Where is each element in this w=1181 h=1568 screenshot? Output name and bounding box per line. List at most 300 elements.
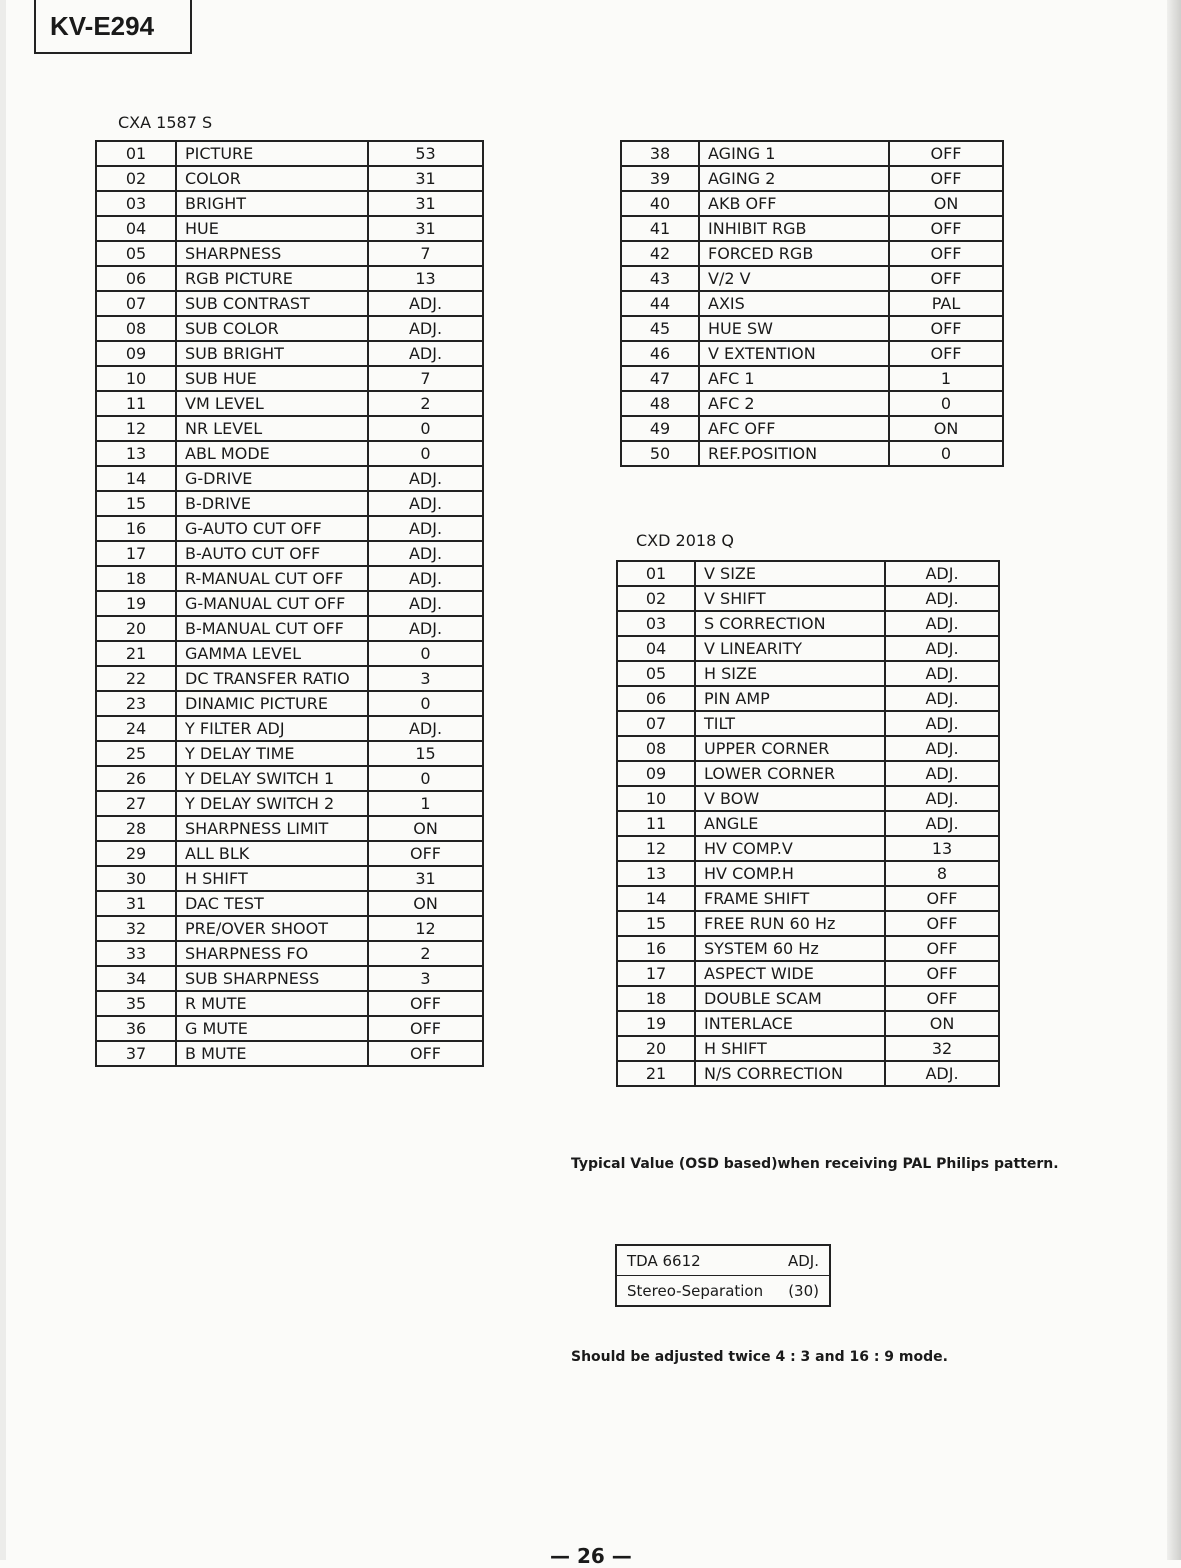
register-number: 03	[96, 191, 176, 216]
register-number: 32	[96, 916, 176, 941]
register-name: ASPECT WIDE	[695, 961, 885, 986]
register-number: 12	[96, 416, 176, 441]
register-value: 31	[368, 866, 483, 891]
register-number: 43	[621, 266, 699, 291]
register-value: OFF	[889, 341, 1003, 366]
register-name: Y DELAY SWITCH 1	[176, 766, 368, 791]
register-value: ADJ.	[368, 466, 483, 491]
register-name: SUB BRIGHT	[176, 341, 368, 366]
page-edge-left	[0, 0, 6, 1560]
register-value: 0	[368, 691, 483, 716]
table-row	[617, 811, 999, 836]
register-number: 17	[617, 961, 695, 986]
register-number: 25	[96, 741, 176, 766]
table-row	[617, 886, 999, 911]
register-name: AFC OFF	[699, 416, 889, 441]
register-name: HUE	[176, 216, 368, 241]
table-row	[621, 391, 1003, 416]
table-row	[96, 716, 483, 741]
register-value: 0	[368, 766, 483, 791]
table-row	[96, 341, 483, 366]
register-value: 7	[368, 241, 483, 266]
register-value: OFF	[889, 141, 1003, 166]
register-value: OFF	[885, 911, 999, 936]
register-number: 03	[617, 611, 695, 636]
page-edge-right	[1167, 0, 1181, 1560]
register-number: 21	[96, 641, 176, 666]
register-name: AFC 1	[699, 366, 889, 391]
register-number: 16	[96, 516, 176, 541]
table-row	[621, 241, 1003, 266]
register-number: 19	[617, 1011, 695, 1036]
register-value: ON	[885, 1011, 999, 1036]
register-name: INHIBIT RGB	[699, 216, 889, 241]
register-value: ADJ.	[368, 341, 483, 366]
register-number: 19	[96, 591, 176, 616]
table-row	[96, 591, 483, 616]
register-number: 30	[96, 866, 176, 891]
register-number: 23	[96, 691, 176, 716]
register-value: OFF	[368, 991, 483, 1016]
table-row	[96, 166, 483, 191]
register-value: OFF	[889, 166, 1003, 191]
register-name: VM LEVEL	[176, 391, 368, 416]
register-value: ON	[368, 816, 483, 841]
table-row	[96, 216, 483, 241]
table-row	[96, 866, 483, 891]
table-row	[617, 1036, 999, 1061]
register-name: H SHIFT	[176, 866, 368, 891]
table-row	[617, 736, 999, 761]
tda-name-value: ADJ.	[787, 1251, 819, 1270]
register-name: Y DELAY SWITCH 2	[176, 791, 368, 816]
cxa-register-table	[95, 140, 484, 1067]
register-number: 41	[621, 216, 699, 241]
table-row	[617, 711, 999, 736]
register-name: INTERLACE	[695, 1011, 885, 1036]
register-number: 18	[96, 566, 176, 591]
register-name: Y FILTER ADJ	[176, 716, 368, 741]
register-value: OFF	[368, 1041, 483, 1066]
table-row	[96, 841, 483, 866]
register-value: ADJ.	[885, 586, 999, 611]
tda-separation-label: Stereo-Separation	[627, 1281, 764, 1300]
register-value: ADJ.	[885, 811, 999, 836]
register-name: AFC 2	[699, 391, 889, 416]
register-name: RGB PICTURE	[176, 266, 368, 291]
table-row	[621, 416, 1003, 441]
register-number: 37	[96, 1041, 176, 1066]
register-name: PICTURE	[176, 141, 368, 166]
register-value: OFF	[889, 216, 1003, 241]
table-row	[96, 441, 483, 466]
register-value: ADJ.	[885, 786, 999, 811]
register-value: 15	[368, 741, 483, 766]
table-row	[621, 441, 1003, 466]
register-value: OFF	[885, 961, 999, 986]
register-number: 28	[96, 816, 176, 841]
register-value: ADJ.	[885, 661, 999, 686]
register-number: 20	[96, 616, 176, 641]
table-row	[96, 241, 483, 266]
table-row	[617, 861, 999, 886]
cxd-title: CXD 2018 Q	[636, 531, 734, 550]
tda-row-separation	[617, 1275, 829, 1305]
register-number: 17	[96, 541, 176, 566]
register-number: 34	[96, 966, 176, 991]
register-name: GAMMA LEVEL	[176, 641, 368, 666]
register-name: Y DELAY TIME	[176, 741, 368, 766]
cxd-register-table	[616, 560, 1000, 1087]
table-row	[621, 291, 1003, 316]
register-name: B MUTE	[176, 1041, 368, 1066]
register-name: G MUTE	[176, 1016, 368, 1041]
register-number: 08	[96, 316, 176, 341]
table-row	[96, 391, 483, 416]
register-name: R MUTE	[176, 991, 368, 1016]
register-name: TILT	[695, 711, 885, 736]
register-number: 35	[96, 991, 176, 1016]
register-number: 48	[621, 391, 699, 416]
register-value: 3	[368, 966, 483, 991]
register-value: ADJ.	[368, 616, 483, 641]
register-number: 12	[617, 836, 695, 861]
register-name: REF.POSITION	[699, 441, 889, 466]
register-name: SUB COLOR	[176, 316, 368, 341]
table-row	[96, 966, 483, 991]
register-value: 31	[368, 191, 483, 216]
register-number: 24	[96, 716, 176, 741]
register-value: ADJ.	[885, 561, 999, 586]
tda-table	[615, 1244, 831, 1307]
model-label: KV-E294	[50, 10, 155, 41]
register-number: 11	[617, 811, 695, 836]
register-name: UPPER CORNER	[695, 736, 885, 761]
table-row	[96, 466, 483, 491]
register-name: AXIS	[699, 291, 889, 316]
register-value: 13	[885, 836, 999, 861]
register-number: 01	[96, 141, 176, 166]
register-number: 31	[96, 891, 176, 916]
register-name: H SIZE	[695, 661, 885, 686]
table-row	[96, 316, 483, 341]
register-number: 36	[96, 1016, 176, 1041]
register-value: 53	[368, 141, 483, 166]
table-row	[617, 786, 999, 811]
tda-name: TDA 6612	[627, 1251, 701, 1270]
table-row	[617, 1061, 999, 1086]
register-name: LOWER CORNER	[695, 761, 885, 786]
register-name: SUB CONTRAST	[176, 291, 368, 316]
register-name: S CORRECTION	[695, 611, 885, 636]
register-number: 07	[96, 291, 176, 316]
register-number: 04	[96, 216, 176, 241]
register-value: 12	[368, 916, 483, 941]
register-name: ANGLE	[695, 811, 885, 836]
register-name: SHARPNESS	[176, 241, 368, 266]
table-row	[96, 366, 483, 391]
register-value: ADJ.	[368, 716, 483, 741]
register-number: 21	[617, 1061, 695, 1086]
register-number: 14	[96, 466, 176, 491]
register-value: OFF	[889, 266, 1003, 291]
register-value: ADJ.	[885, 1061, 999, 1086]
register-name: FORCED RGB	[699, 241, 889, 266]
table-row	[96, 266, 483, 291]
table-row	[96, 1041, 483, 1066]
register-value: ON	[889, 416, 1003, 441]
register-name: HV COMP.V	[695, 836, 885, 861]
register-number: 44	[621, 291, 699, 316]
register-number: 38	[621, 141, 699, 166]
register-number: 27	[96, 791, 176, 816]
register-number: 26	[96, 766, 176, 791]
register-number: 04	[617, 636, 695, 661]
register-number: 07	[617, 711, 695, 736]
register-value: OFF	[889, 316, 1003, 341]
register-name: FRAME SHIFT	[695, 886, 885, 911]
register-value: ON	[368, 891, 483, 916]
table-row	[617, 961, 999, 986]
register-number: 15	[617, 911, 695, 936]
table-row	[96, 541, 483, 566]
register-number: 49	[621, 416, 699, 441]
register-number: 46	[621, 341, 699, 366]
tda-row-name	[617, 1246, 829, 1275]
table-row	[96, 741, 483, 766]
adjust-note: Should be adjusted twice 4 : 3 and 16 : 9 mode.	[571, 1349, 948, 1365]
register-name: G-AUTO CUT OFF	[176, 516, 368, 541]
register-name: AKB OFF	[699, 191, 889, 216]
table-row	[621, 266, 1003, 291]
register-value: ADJ.	[885, 686, 999, 711]
register-name: AGING 1	[699, 141, 889, 166]
register-name: BRIGHT	[176, 191, 368, 216]
table-row	[96, 1016, 483, 1041]
register-name: FREE RUN 60 Hz	[695, 911, 885, 936]
table-row	[96, 816, 483, 841]
table-row	[96, 416, 483, 441]
register-value: 2	[368, 391, 483, 416]
register-name: SUB SHARPNESS	[176, 966, 368, 991]
register-value: ADJ.	[885, 611, 999, 636]
register-value: 13	[368, 266, 483, 291]
table-row	[96, 891, 483, 916]
register-value: ADJ.	[368, 491, 483, 516]
register-number: 29	[96, 841, 176, 866]
register-name: G-MANUAL CUT OFF	[176, 591, 368, 616]
register-number: 06	[617, 686, 695, 711]
register-number: 10	[96, 366, 176, 391]
table-row	[96, 516, 483, 541]
register-name: PRE/OVER SHOOT	[176, 916, 368, 941]
register-name: V BOW	[695, 786, 885, 811]
register-value: OFF	[885, 936, 999, 961]
register-name: DC TRANSFER RATIO	[176, 666, 368, 691]
table-row	[96, 191, 483, 216]
register-number: 42	[621, 241, 699, 266]
page-number: — 26 —	[550, 1544, 632, 1568]
table-row	[96, 691, 483, 716]
register-value: OFF	[889, 241, 1003, 266]
register-name: B-MANUAL CUT OFF	[176, 616, 368, 641]
register-name: SYSTEM 60 Hz	[695, 936, 885, 961]
register-name: DOUBLE SCAM	[695, 986, 885, 1011]
register-value: 0	[889, 391, 1003, 416]
table-row	[96, 916, 483, 941]
register-value: PAL	[889, 291, 1003, 316]
table-row	[621, 316, 1003, 341]
register-value: 0	[368, 416, 483, 441]
register-name: PIN AMP	[695, 686, 885, 711]
register-number: 15	[96, 491, 176, 516]
register-value: ADJ.	[885, 711, 999, 736]
register-name: V/2 V	[699, 266, 889, 291]
table-row	[617, 586, 999, 611]
table-row	[617, 1011, 999, 1036]
register-value: 2	[368, 941, 483, 966]
register-number: 47	[621, 366, 699, 391]
register-name: V EXTENTION	[699, 341, 889, 366]
register-value: 1	[889, 366, 1003, 391]
register-name: COLOR	[176, 166, 368, 191]
register-value: OFF	[368, 1016, 483, 1041]
table-row	[621, 341, 1003, 366]
register-value: ADJ.	[368, 566, 483, 591]
table-row	[96, 491, 483, 516]
register-name: V LINEARITY	[695, 636, 885, 661]
table-row	[96, 141, 483, 166]
register-number: 08	[617, 736, 695, 761]
register-name: NR LEVEL	[176, 416, 368, 441]
register-number: 39	[621, 166, 699, 191]
register-value: OFF	[885, 886, 999, 911]
table-row	[617, 561, 999, 586]
table-row	[96, 616, 483, 641]
table-row	[617, 761, 999, 786]
table-row	[621, 216, 1003, 241]
register-name: AGING 2	[699, 166, 889, 191]
register-number: 06	[96, 266, 176, 291]
register-number: 05	[96, 241, 176, 266]
register-name: DAC TEST	[176, 891, 368, 916]
register-name: ALL BLK	[176, 841, 368, 866]
register-number: 14	[617, 886, 695, 911]
register-name: R-MANUAL CUT OFF	[176, 566, 368, 591]
register-value: ADJ.	[885, 636, 999, 661]
register-value: 31	[368, 216, 483, 241]
table-row	[621, 191, 1003, 216]
register-name: V SIZE	[695, 561, 885, 586]
register-number: 05	[617, 661, 695, 686]
register-name: B-AUTO CUT OFF	[176, 541, 368, 566]
register-name: G-DRIVE	[176, 466, 368, 491]
table-row	[621, 366, 1003, 391]
typical-value-note: Typical Value (OSD based)when receiving PAL Philips pattern.	[571, 1156, 1059, 1172]
table-row	[617, 636, 999, 661]
register-value: 7	[368, 366, 483, 391]
register-number: 50	[621, 441, 699, 466]
register-value: ADJ.	[885, 736, 999, 761]
table-row	[617, 661, 999, 686]
register-name: HV COMP.H	[695, 861, 885, 886]
table-row	[96, 766, 483, 791]
register-number: 02	[617, 586, 695, 611]
table-row	[621, 141, 1003, 166]
register-name: V SHIFT	[695, 586, 885, 611]
register-value: 0	[368, 641, 483, 666]
register-value: 32	[885, 1036, 999, 1061]
register-value: ADJ.	[368, 291, 483, 316]
register-value: OFF	[885, 986, 999, 1011]
register-value: ADJ.	[368, 591, 483, 616]
register-value: ADJ.	[368, 516, 483, 541]
register-number: 40	[621, 191, 699, 216]
register-number: 09	[96, 341, 176, 366]
cxa-register-table-continued	[620, 140, 1004, 467]
table-row	[617, 986, 999, 1011]
register-value: ON	[889, 191, 1003, 216]
register-value: 8	[885, 861, 999, 886]
model-label-box	[34, 0, 192, 54]
register-name: N/S CORRECTION	[695, 1061, 885, 1086]
table-row	[621, 166, 1003, 191]
table-row	[617, 686, 999, 711]
register-number: 11	[96, 391, 176, 416]
register-number: 22	[96, 666, 176, 691]
cxa-title: CXA 1587 S	[118, 113, 213, 132]
register-number: 18	[617, 986, 695, 1011]
register-name: SUB HUE	[176, 366, 368, 391]
register-name: DINAMIC PICTURE	[176, 691, 368, 716]
register-number: 09	[617, 761, 695, 786]
register-number: 45	[621, 316, 699, 341]
register-value: OFF	[368, 841, 483, 866]
table-row	[96, 666, 483, 691]
register-value: 0	[368, 441, 483, 466]
register-value: ADJ.	[885, 761, 999, 786]
register-number: 33	[96, 941, 176, 966]
table-row	[96, 291, 483, 316]
table-row	[96, 791, 483, 816]
table-row	[617, 936, 999, 961]
register-value: ADJ.	[368, 316, 483, 341]
register-name: SHARPNESS LIMIT	[176, 816, 368, 841]
register-name: SHARPNESS FO	[176, 941, 368, 966]
table-row	[617, 611, 999, 636]
register-value: 1	[368, 791, 483, 816]
table-row	[96, 641, 483, 666]
register-name: HUE SW	[699, 316, 889, 341]
table-row	[96, 566, 483, 591]
register-number: 13	[96, 441, 176, 466]
table-row	[617, 911, 999, 936]
register-name: ABL MODE	[176, 441, 368, 466]
tda-separation-value: (30)	[788, 1281, 819, 1300]
register-value: ADJ.	[368, 541, 483, 566]
table-row	[617, 836, 999, 861]
register-value: 0	[889, 441, 1003, 466]
register-number: 02	[96, 166, 176, 191]
table-row	[96, 991, 483, 1016]
register-number: 01	[617, 561, 695, 586]
table-row	[96, 941, 483, 966]
register-number: 10	[617, 786, 695, 811]
register-value: 31	[368, 166, 483, 191]
register-name: H SHIFT	[695, 1036, 885, 1061]
register-number: 16	[617, 936, 695, 961]
register-number: 20	[617, 1036, 695, 1061]
